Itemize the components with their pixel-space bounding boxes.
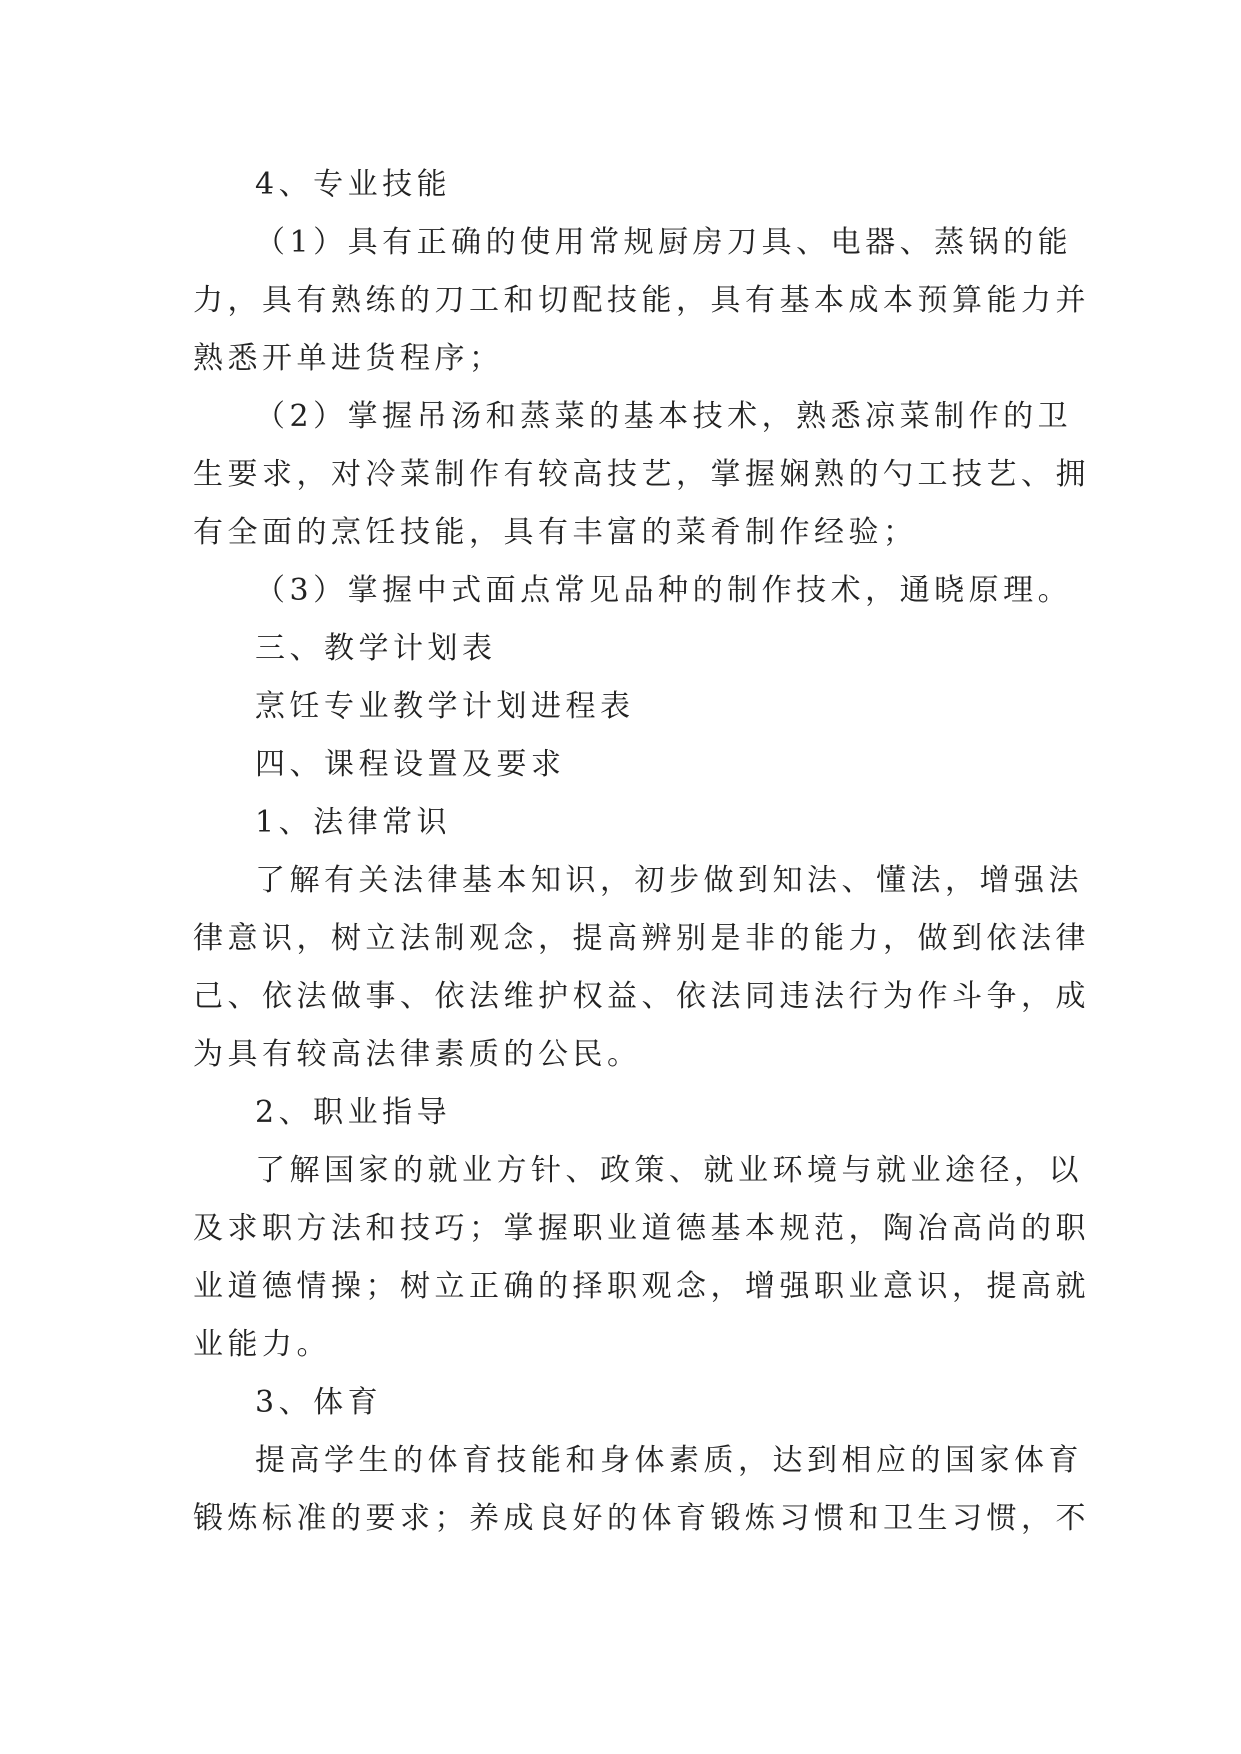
subsection-heading: 1、法律常识 [255,805,452,840]
section-heading: 三、教学计划表 [255,631,497,666]
text-line: 及求职方法和技巧；掌握职业道德基本规范，陶冶高尚的职 [193,1211,1090,1246]
table-caption: 烹饪专业教学计划进程表 [255,689,635,724]
section-heading: 四、课程设置及要求 [255,747,566,782]
text-line: 熟悉开单进货程序； [193,341,504,376]
text-line: （1）具有正确的使用常规厨房刀具、电器、蒸锅的能 [255,225,1073,260]
document-body [193,156,1090,1548]
text-line: 4、专业技能 [255,167,452,202]
text-line: 有全面的烹饪技能，具有丰富的菜肴制作经验； [193,515,918,550]
text-line: 业能力。 [193,1327,331,1362]
text-line: 锻炼标准的要求；养成良好的体育锻炼习惯和卫生习惯，不 [193,1501,1090,1536]
text-line: 力，具有熟练的刀工和切配技能，具有基本成本预算能力并 [193,283,1090,318]
text-line: 律意识，树立法制观念，提高辨别是非的能力，做到依法律 [193,921,1090,956]
subsection-heading: 3、体育 [255,1385,383,1420]
text-line: 业道德情操；树立正确的择职观念，增强职业意识，提高就 [193,1269,1090,1304]
subsection-heading: 2、职业指导 [255,1095,452,1130]
text-line: 了解国家的就业方针、政策、就业环境与就业途径，以 [255,1153,1083,1188]
text-line: 生要求，对冷菜制作有较高技艺，掌握娴熟的勺工技艺、拥 [193,457,1090,492]
text-line: 提高学生的体育技能和身体素质，达到相应的国家体育 [255,1443,1083,1478]
text-line: （2）掌握吊汤和蒸菜的基本技术，熟悉凉菜制作的卫 [255,399,1073,434]
text-line: 为具有较高法律素质的公民。 [193,1037,642,1072]
text-line: 己、依法做事、依法维护权益、依法同违法行为作斗争，成 [193,979,1090,1014]
text-line: 了解有关法律基本知识，初步做到知法、懂法，增强法 [255,863,1083,898]
text-line: （3）掌握中式面点常见品种的制作技术，通晓原理。 [255,573,1073,608]
